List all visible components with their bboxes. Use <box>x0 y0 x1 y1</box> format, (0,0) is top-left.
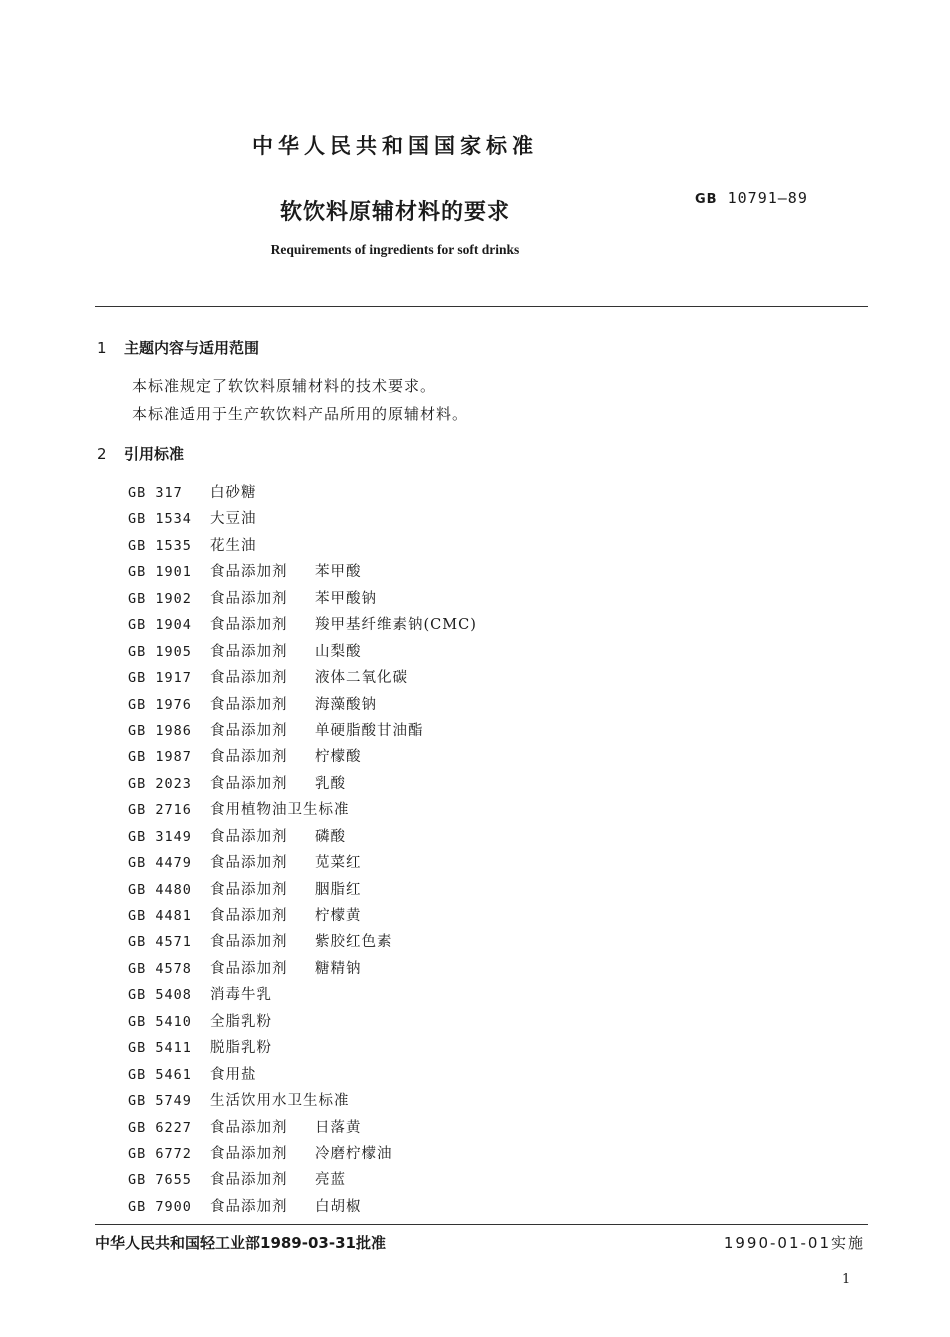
section-1-title: 主题内容与适用范围 <box>124 339 260 357</box>
reference-code: GB 2716 <box>128 802 192 819</box>
reference-item-name: 亮蓝 <box>315 1172 346 1189</box>
standard-code <box>695 189 808 207</box>
reference-code: GB 5410 <box>128 1013 192 1030</box>
reference-code: GB 7900 <box>128 1198 192 1215</box>
reference-item <box>128 982 477 1008</box>
reference-code: GB 1902 <box>128 590 192 607</box>
reference-item-name: 羧甲基纤维素钠(CMC) <box>315 617 477 634</box>
reference-item <box>128 929 477 955</box>
reference-item-name: 柠檬酸 <box>315 749 362 766</box>
reference-category: 食品添加剂 <box>210 1119 288 1136</box>
section-2-number: 2 <box>97 445 107 463</box>
reference-code: GB 1986 <box>128 722 192 739</box>
reference-category: 食品添加剂 <box>210 1198 288 1215</box>
reference-code: GB 317 <box>128 485 183 501</box>
reference-item <box>128 559 477 585</box>
reference-item <box>128 877 477 903</box>
reference-code: GB 1535 <box>128 537 192 554</box>
reference-code: GB 1904 <box>128 617 192 634</box>
reference-category: 脱脂乳粉 <box>210 1040 272 1057</box>
reference-item <box>128 771 477 797</box>
reference-item-name: 海藻酸钠 <box>315 696 377 713</box>
reference-code: GB 3149 <box>128 828 192 845</box>
reference-item-name: 日落黄 <box>315 1119 362 1136</box>
reference-category: 食品添加剂 <box>210 617 288 634</box>
page-number: 1 <box>842 1272 851 1287</box>
section-1-paragraph: 本标准规定了软饮料原辅材料的技术要求。 <box>132 377 437 395</box>
reference-item <box>128 533 477 559</box>
reference-code: GB 4479 <box>128 855 192 872</box>
reference-category: 白砂糖 <box>210 485 257 501</box>
bottom-divider <box>95 1224 868 1225</box>
reference-item-name: 液体二氧化碳 <box>315 670 408 687</box>
reference-item-name: 乳酸 <box>315 775 346 792</box>
reference-item-name: 胭脂红 <box>315 881 362 898</box>
standard-code-number: 10791—89 <box>727 189 808 207</box>
standard-code-prefix: GB <box>695 192 718 207</box>
reference-item-name: 苯甲酸钠 <box>315 590 377 607</box>
reference-category: 食用盐 <box>210 1066 257 1083</box>
reference-category: 食品添加剂 <box>210 1172 288 1189</box>
section-2-heading <box>97 443 184 464</box>
section-1-number: 1 <box>97 339 107 357</box>
section-2-title: 引用标准 <box>124 445 185 463</box>
reference-item <box>128 586 477 612</box>
reference-item <box>128 1115 477 1141</box>
reference-category: 食品添加剂 <box>210 934 288 951</box>
reference-code: GB 7655 <box>128 1172 192 1189</box>
reference-code: GB 1534 <box>128 511 192 528</box>
section-1-paragraph: 本标准适用于生产软饮料产品所用的原辅材料。 <box>132 405 469 423</box>
reference-code: GB 4571 <box>128 934 192 951</box>
national-standard-heading: 中华人民共和国国家标准 <box>252 134 538 158</box>
reference-code: GB 1976 <box>128 696 192 713</box>
reference-code: GB 4578 <box>128 960 192 977</box>
top-divider <box>95 306 868 307</box>
reference-item <box>128 612 477 638</box>
reference-item-name: 苯甲酸 <box>315 564 362 581</box>
reference-category: 食用植物油卫生标准 <box>210 802 350 819</box>
reference-category: 食品添加剂 <box>210 775 288 792</box>
reference-item-name: 磷酸 <box>315 828 346 845</box>
reference-item <box>128 1194 477 1220</box>
reference-item <box>128 744 477 770</box>
reference-item-name: 白胡椒 <box>315 1198 362 1215</box>
reference-code: GB 5749 <box>128 1093 192 1110</box>
reference-code: GB 1905 <box>128 643 192 660</box>
reference-category: 食品添加剂 <box>210 564 288 581</box>
reference-code: GB 6227 <box>128 1119 192 1136</box>
reference-category: 消毒牛乳 <box>210 987 272 1004</box>
reference-item-name: 山梨酸 <box>315 643 362 660</box>
reference-category: 食品添加剂 <box>210 670 288 687</box>
reference-code: GB 4480 <box>128 881 192 898</box>
reference-code: GB 5461 <box>128 1066 192 1083</box>
reference-item <box>128 1088 477 1114</box>
reference-item <box>128 1009 477 1035</box>
reference-item <box>128 1167 477 1193</box>
reference-item <box>128 639 477 665</box>
reference-item-name: 柠檬黄 <box>315 908 362 924</box>
reference-code: GB 5411 <box>128 1040 192 1057</box>
reference-category: 食品添加剂 <box>210 722 288 739</box>
approval-line: 中华人民共和国轻工业部1989-03-31批准 <box>95 1234 386 1252</box>
reference-category: 食品添加剂 <box>210 696 288 713</box>
reference-category: 食品添加剂 <box>210 855 288 872</box>
reference-code: GB 2023 <box>128 775 192 792</box>
reference-item-name: 苋菜红 <box>315 855 362 872</box>
reference-item-name: 糖精钠 <box>315 960 362 977</box>
reference-category: 花生油 <box>210 537 257 554</box>
reference-item <box>128 1141 477 1167</box>
reference-category: 食品添加剂 <box>210 749 288 766</box>
reference-item <box>128 1035 477 1061</box>
reference-item <box>128 506 477 532</box>
reference-category: 大豆油 <box>210 511 257 528</box>
reference-code: GB 6772 <box>128 1145 192 1162</box>
reference-item-name: 冷磨柠檬油 <box>315 1145 393 1162</box>
reference-item <box>128 824 477 850</box>
reference-category: 食品添加剂 <box>210 908 288 924</box>
reference-item <box>128 903 477 929</box>
reference-item-name: 紫胶红色素 <box>315 934 393 951</box>
reference-item <box>128 480 477 506</box>
english-title: Requirements of ingredients for soft drinks <box>270 242 520 257</box>
reference-category: 食品添加剂 <box>210 828 288 845</box>
reference-category: 生活饮用水卫生标准 <box>210 1093 350 1110</box>
reference-category: 食品添加剂 <box>210 960 288 977</box>
implementation-date: 1990-01-01实施 <box>723 1234 865 1252</box>
reference-code: GB 4481 <box>128 908 192 924</box>
section-1-heading <box>97 337 259 358</box>
reference-item <box>128 1062 477 1088</box>
reference-item-name: 单硬脂酸甘油酯 <box>315 722 424 739</box>
reference-code: GB 5408 <box>128 987 192 1004</box>
reference-code: GB 1987 <box>128 749 192 766</box>
reference-category: 食品添加剂 <box>210 881 288 898</box>
reference-category: 食品添加剂 <box>210 1145 288 1162</box>
reference-category: 食品添加剂 <box>210 643 288 660</box>
reference-item <box>128 718 477 744</box>
reference-standards-list <box>128 480 477 1220</box>
reference-item <box>128 665 477 691</box>
standard-title: 软饮料原辅材料的要求 <box>279 200 510 225</box>
reference-item <box>128 956 477 982</box>
reference-code: GB 1901 <box>128 564 192 581</box>
reference-item <box>128 850 477 876</box>
reference-item <box>128 692 477 718</box>
reference-category: 全脂乳粉 <box>210 1013 272 1030</box>
reference-code: GB 1917 <box>128 670 192 687</box>
reference-item <box>128 797 477 823</box>
reference-category: 食品添加剂 <box>210 590 288 607</box>
